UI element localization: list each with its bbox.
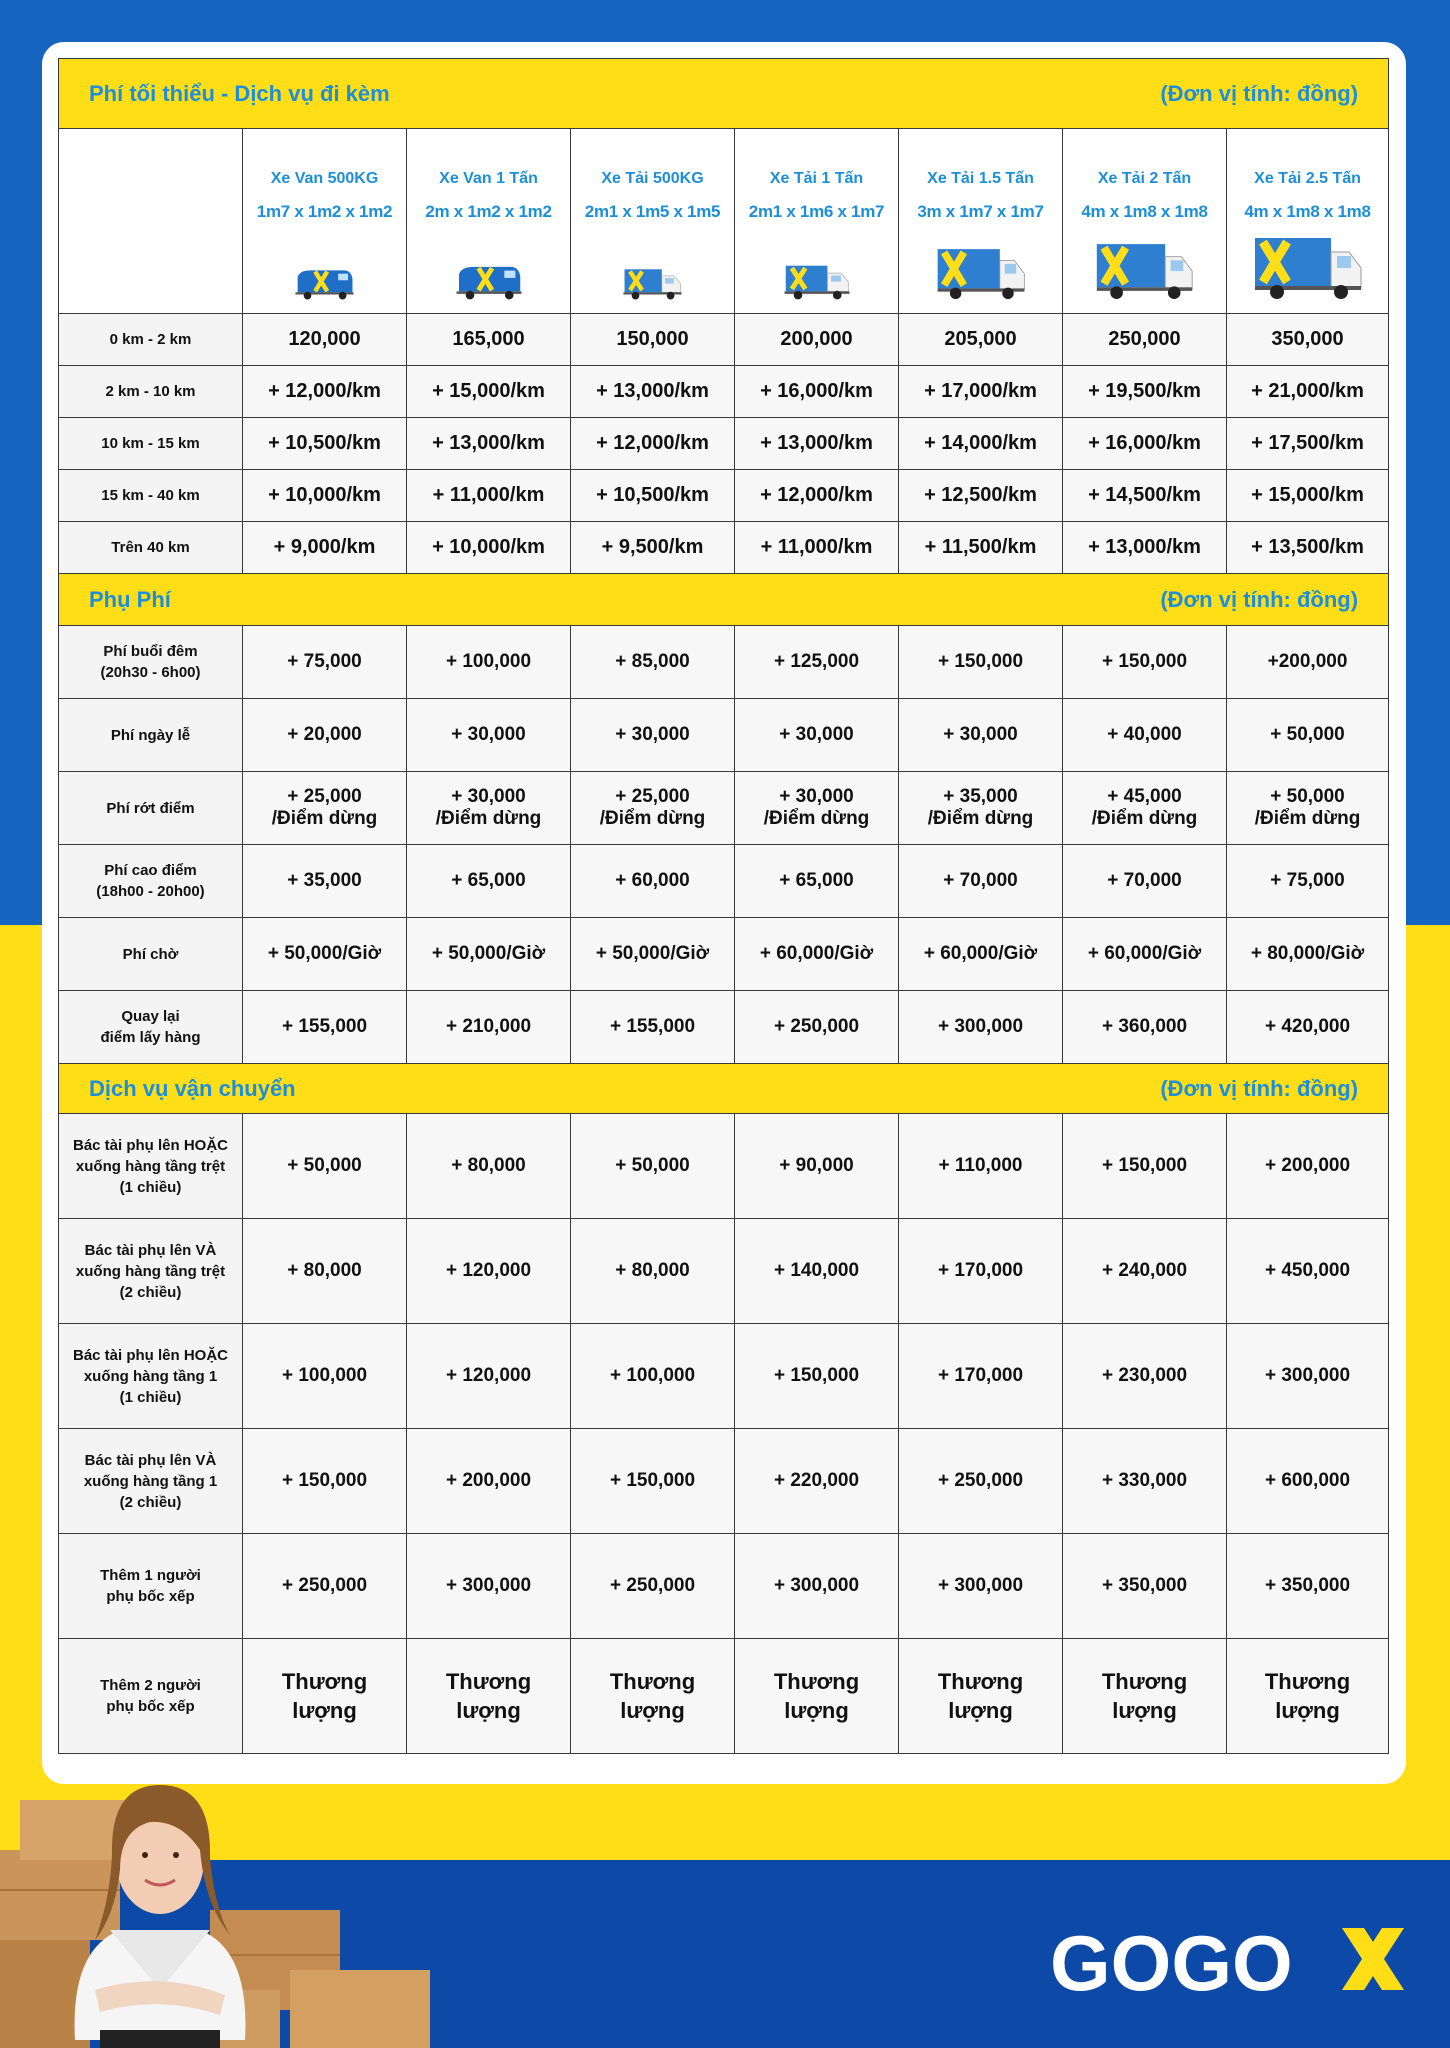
surcharge-price: + 155,000 [281,1016,368,1037]
surcharge-price-unit: /Điểm dừng [1254,808,1361,829]
surcharge-label-cell [59,918,243,991]
surcharge-price-cell [1227,699,1389,772]
vehicle-name: Xe Van 500KG [270,170,379,187]
service-price-cell: + 300,000 [407,1534,571,1639]
distance-label: 10 km - 15 km [59,418,243,470]
surcharge-price-cell [899,699,1063,772]
surcharge-price: + 125,000 [773,651,860,672]
surcharge-label: Phí cao điểm [104,862,197,879]
vehicle-header-cell [735,129,899,314]
surcharge-price-cell [407,772,571,845]
distance-label: Trên 40 km [59,522,243,574]
service-label-cell [59,1534,243,1639]
service-price-cell: Thương lượng [899,1639,1063,1754]
surcharge-price-cell [571,918,735,991]
surcharge-price-cell [899,845,1063,918]
vehicle-small-truck-icon [622,266,683,300]
vehicle-box-truck-icon [936,249,1026,300]
section-unit-note: (Đơn vị tính: đồng) [1160,586,1359,612]
service-price-cell: + 150,000 [735,1324,899,1429]
surcharge-row [59,699,1389,772]
vehicle-box-truck-icon [1253,238,1363,300]
distance-price-cell: + 10,000/km [243,470,407,522]
service-price-cell: + 250,000 [571,1534,735,1639]
distance-price-cell: + 19,500/km [1063,366,1227,418]
vehicle-header-cell [899,129,1063,314]
surcharge-price-cell [1063,699,1227,772]
vehicle-dimensions: 4m x 1m8 x 1m8 [1081,202,1208,221]
surcharge-price-cell [735,991,899,1064]
service-price-cell: + 80,000 [243,1219,407,1324]
service-label-line: Bác tài phụ lên HOẶC [72,1346,229,1364]
service-label-cell [59,1639,243,1754]
surcharge-price-cell [407,991,571,1064]
vehicle-name: Xe Tải 500KG [601,170,704,187]
vehicle-box-truck-icon [1095,244,1194,300]
surcharge-price: + 65,000 [451,870,526,891]
surcharge-price: + 60,000 [615,870,690,891]
surcharge-price: + 70,000 [943,870,1018,891]
surcharge-price: + 150,000 [937,651,1024,672]
service-price-cell: + 170,000 [899,1324,1063,1429]
distance-row [59,522,1389,574]
distance-price-cell: + 21,000/km [1227,366,1389,418]
surcharge-price: + 210,000 [445,1016,532,1037]
service-price-cell: + 220,000 [735,1429,899,1534]
service-price-cell: + 450,000 [1227,1219,1389,1324]
service-row [59,1324,1389,1429]
section-title: Dịch vụ vận chuyển [89,1075,296,1101]
distance-price-cell: + 17,000/km [899,366,1063,418]
service-label-line: phụ bốc xếp [106,1698,195,1715]
surcharge-label-cell [59,772,243,845]
surcharge-price: + 60,000/Giờ [759,943,874,964]
service-price-cell: + 120,000 [407,1219,571,1324]
distance-price-cell: + 9,000/km [243,522,407,574]
surcharge-price: + 30,000 [451,724,526,745]
distance-price-cell: + 13,000/km [571,366,735,418]
surcharge-price: + 80,000/Giờ [1250,943,1365,964]
vehicle-dimensions: 2m1 x 1m5 x 1m5 [584,202,721,221]
surcharge-price-cell [407,699,571,772]
price-table [58,58,1389,1754]
distance-row [59,314,1389,366]
surcharge-price: + 75,000 [287,651,362,672]
service-label-line: Thêm 1 người [100,1567,201,1584]
service-price-cell: + 90,000 [735,1114,899,1219]
distance-price-cell: + 12,500/km [899,470,1063,522]
vehicle-header-cell [243,129,407,314]
surcharge-price-unit: /Điểm dừng [271,808,378,829]
surcharge-row [59,991,1389,1064]
surcharge-price-cell [571,699,735,772]
surcharge-price: + 30,000 [943,724,1018,745]
surcharge-price-cell [1227,772,1389,845]
surcharge-price-cell [1063,626,1227,699]
surcharge-price: + 420,000 [1264,1016,1351,1037]
surcharge-price-cell [899,991,1063,1064]
service-row [59,1114,1389,1219]
distance-price-cell: 165,000 [407,314,571,366]
surcharge-price: + 35,000 [287,870,362,891]
service-label-line: phụ bốc xếp [106,1588,195,1605]
surcharge-row [59,918,1389,991]
surcharge-price: + 20,000 [287,724,362,745]
surcharge-label: Phí rớt điểm [106,799,195,817]
distance-price-cell: + 11,000/km [735,522,899,574]
service-price-cell: Thương lượng [735,1639,899,1754]
surcharge-price: + 30,000 [615,724,690,745]
service-price-cell: + 240,000 [1063,1219,1227,1324]
surcharge-price: + 30,000 [451,786,526,807]
vehicle-name: Xe Van 1 Tấn [439,170,538,187]
distance-label: 0 km - 2 km [59,314,243,366]
surcharge-price: + 25,000 [615,786,690,807]
surcharge-price: + 70,000 [1107,870,1182,891]
logo-wordmark: GOGO [1050,1920,1293,2000]
surcharge-price-cell [243,845,407,918]
service-price-cell: + 350,000 [1063,1534,1227,1639]
surcharge-price: + 30,000 [779,724,854,745]
distance-price-cell: + 15,000/km [1227,470,1389,522]
service-label-line: Bác tài phụ lên HOẶC [72,1136,229,1154]
service-row [59,1534,1389,1639]
service-label-line: Bác tài phụ lên VÀ [84,1451,217,1469]
service-label-line: Bác tài phụ lên VÀ [84,1241,217,1259]
distance-price-cell: + 14,000/km [899,418,1063,470]
section-title: Phụ Phí [89,586,171,612]
surcharge-price-cell [899,918,1063,991]
surcharge-row [59,626,1389,699]
surcharge-price-cell [243,918,407,991]
surcharge-price: + 50,000/Giờ [595,943,710,964]
surcharge-price-unit: /Điểm dừng [927,808,1034,829]
surcharge-price-cell [243,699,407,772]
vehicle-header-cell [1063,129,1227,314]
section-title: Phí tối thiểu - Dịch vụ đi kèm [89,80,390,106]
distance-price-cell: + 15,000/km [407,366,571,418]
service-label-line: (1 chiều) [119,1388,182,1406]
surcharge-price: + 30,000 [779,786,854,807]
surcharge-price: + 360,000 [1101,1016,1188,1037]
surcharge-price-cell [243,626,407,699]
distance-price-cell: + 9,500/km [571,522,735,574]
service-price-cell: + 110,000 [899,1114,1063,1219]
service-price-cell: + 150,000 [1063,1114,1227,1219]
service-price-cell: + 120,000 [407,1324,571,1429]
service-price-cell: Thương lượng [407,1639,571,1754]
service-label-line: (2 chiều) [119,1493,182,1511]
surcharge-price-cell [735,845,899,918]
surcharge-price-cell [407,626,571,699]
service-price-cell: + 200,000 [407,1429,571,1534]
distance-price-cell: + 12,000/km [243,366,407,418]
service-price-cell: + 140,000 [735,1219,899,1324]
surcharge-price-unit: /Điểm dừng [435,808,542,829]
distance-price-cell: + 16,000/km [1063,418,1227,470]
vehicle-van-icon [455,262,523,300]
service-row [59,1219,1389,1324]
service-price-cell: + 250,000 [899,1429,1063,1534]
service-price-cell: + 170,000 [899,1219,1063,1324]
surcharge-price-cell [899,772,1063,845]
distance-label: 2 km - 10 km [59,366,243,418]
surcharge-row [59,772,1389,845]
surcharge-price: + 25,000 [287,786,362,807]
surcharge-price: + 85,000 [615,651,690,672]
section-unit-note: (Đơn vị tính: đồng) [1160,80,1359,106]
service-label-cell [59,1114,243,1219]
surcharge-price-cell [1227,626,1389,699]
surcharge-price-unit: /Điểm dừng [1091,808,1198,829]
vehicle-header-cell [407,129,571,314]
service-price-cell: + 80,000 [571,1219,735,1324]
distance-price-cell: + 17,500/km [1227,418,1389,470]
surcharge-price: + 35,000 [943,786,1018,807]
service-label-line: xuống hàng tầng trệt [75,1157,226,1175]
distance-price-cell: 150,000 [571,314,735,366]
distance-price-cell: 200,000 [735,314,899,366]
service-price-cell: + 100,000 [571,1324,735,1429]
distance-price-cell: + 12,000/km [571,418,735,470]
service-price-cell: + 300,000 [1227,1324,1389,1429]
surcharge-label-detail: (20h30 - 6h00) [100,664,201,681]
service-row [59,1639,1389,1754]
distance-price-cell: + 12,000/km [735,470,899,522]
distance-label: 15 km - 40 km [59,470,243,522]
distance-price-cell: + 10,000/km [407,522,571,574]
service-price-cell: + 200,000 [1227,1114,1389,1219]
vehicle-name: Xe Tải 2 Tấn [1097,170,1192,187]
service-price-cell: Thương lượng [1063,1639,1227,1754]
service-price-cell: + 300,000 [899,1534,1063,1639]
surcharge-price-unit: /Điểm dừng [763,808,870,829]
surcharge-label: Phí chờ [122,945,179,963]
gogox-logo [1050,1920,1410,2000]
surcharge-label: Phí buổi đêm [103,643,198,660]
vehicle-dimensions: 1m7 x 1m2 x 1m2 [256,202,393,221]
surcharge-price: + 50,000 [1270,786,1345,807]
service-label-line: xuống hàng tầng trệt [75,1262,226,1280]
service-price-cell: + 80,000 [407,1114,571,1219]
service-label-line: xuống hàng tầng 1 [83,1472,218,1490]
surcharge-price-cell [571,991,735,1064]
logo-x-mark [1342,1928,1404,1990]
surcharge-price: + 50,000/Giờ [267,943,382,964]
vehicle-header-row [59,129,1389,314]
surcharge-price: + 40,000 [1107,724,1182,745]
surcharge-price: + 50,000 [1270,724,1345,745]
surcharge-row [59,845,1389,918]
distance-price-cell: 205,000 [899,314,1063,366]
surcharge-price: + 65,000 [779,870,854,891]
service-price-cell: + 230,000 [1063,1324,1227,1429]
surcharge-price: + 150,000 [1101,651,1188,672]
vehicle-dimensions: 2m1 x 1m6 x 1m7 [748,202,885,221]
surcharge-price-cell [407,845,571,918]
vehicle-dimensions: 3m x 1m7 x 1m7 [917,202,1044,221]
surcharge-price-cell [407,918,571,991]
surcharge-price-cell [735,918,899,991]
vehicle-name: Xe Tải 2.5 Tấn [1254,170,1361,187]
surcharge-price: + 50,000/Giờ [431,943,546,964]
section-header-surcharge [59,574,1389,626]
vehicle-small-truck-icon [783,262,851,300]
surcharge-price-cell [1063,991,1227,1064]
vehicle-dimensions: 2m x 1m2 x 1m2 [425,202,552,221]
distance-price-cell: + 13,000/km [1063,522,1227,574]
service-price-cell: + 100,000 [243,1324,407,1429]
surcharge-price: + 75,000 [1270,870,1345,891]
surcharge-price-cell [1227,845,1389,918]
surcharge-price-cell [1227,991,1389,1064]
vehicle-header-cell [571,129,735,314]
service-row [59,1429,1389,1534]
surcharge-label: Quay lại [121,1008,180,1025]
distance-price-cell: + 11,500/km [899,522,1063,574]
surcharge-price-cell [1063,845,1227,918]
surcharge-label-detail: (18h00 - 20h00) [96,883,205,900]
distance-price-cell: 120,000 [243,314,407,366]
surcharge-price-cell [571,845,735,918]
surcharge-price: + 300,000 [937,1016,1024,1037]
service-label-line: (2 chiều) [119,1283,182,1301]
distance-price-cell: 350,000 [1227,314,1389,366]
surcharge-price-cell [735,772,899,845]
service-price-cell: + 330,000 [1063,1429,1227,1534]
distance-price-cell: + 13,000/km [735,418,899,470]
service-label-cell [59,1324,243,1429]
distance-price-cell: + 13,500/km [1227,522,1389,574]
section-header-service [59,1064,1389,1114]
surcharge-price: + 60,000/Giờ [1087,943,1202,964]
surcharge-price-cell [1063,772,1227,845]
vehicle-dimensions: 4m x 1m8 x 1m8 [1244,202,1371,221]
vehicle-name: Xe Tải 1 Tấn [769,170,864,187]
distance-row [59,470,1389,522]
distance-price-cell: + 10,500/km [571,470,735,522]
service-label-cell [59,1219,243,1324]
surcharge-price: + 155,000 [609,1016,696,1037]
vehicle-header-cell [1227,129,1389,314]
surcharge-price-cell [735,699,899,772]
service-label-line: (1 chiều) [119,1178,182,1196]
surcharge-label-cell [59,699,243,772]
section-header-minimum [59,59,1389,129]
service-price-cell: + 600,000 [1227,1429,1389,1534]
surcharge-label-cell [59,626,243,699]
distance-row [59,366,1389,418]
surcharge-price: + 100,000 [445,651,532,672]
surcharge-price: +200,000 [1267,651,1348,672]
service-price-cell: + 150,000 [243,1429,407,1534]
section-unit-note: (Đơn vị tính: đồng) [1160,1075,1359,1101]
service-price-cell: + 50,000 [243,1114,407,1219]
surcharge-price-cell [899,626,1063,699]
surcharge-label-cell [59,991,243,1064]
distance-price-cell: + 16,000/km [735,366,899,418]
service-price-cell: + 250,000 [243,1534,407,1639]
surcharge-price-unit: /Điểm dừng [599,808,706,829]
vehicle-name: Xe Tải 1.5 Tấn [927,170,1034,187]
surcharge-price-cell [571,626,735,699]
service-price-cell: + 350,000 [1227,1534,1389,1639]
surcharge-label-cell [59,845,243,918]
vehicle-van-icon [294,266,355,300]
surcharge-price-cell [243,772,407,845]
header-corner-cell [59,129,243,314]
surcharge-price-cell [571,772,735,845]
spokesperson-illustration [0,1740,430,2048]
surcharge-price-cell [1227,918,1389,991]
distance-price-cell: + 11,000/km [407,470,571,522]
service-price-cell: Thương lượng [571,1639,735,1754]
surcharge-price-cell [735,626,899,699]
service-price-cell: + 50,000 [571,1114,735,1219]
service-label-cell [59,1429,243,1534]
distance-price-cell: + 14,500/km [1063,470,1227,522]
surcharge-label: Phí ngày lễ [110,726,191,744]
distance-price-cell: + 10,500/km [243,418,407,470]
service-label-line: Thêm 2 người [100,1677,201,1694]
distance-row [59,418,1389,470]
service-label-line: xuống hàng tầng 1 [83,1367,218,1385]
service-price-cell: Thương lượng [243,1639,407,1754]
surcharge-price: + 60,000/Giờ [923,943,1038,964]
service-price-cell: + 300,000 [735,1534,899,1639]
surcharge-price-cell [243,991,407,1064]
service-price-cell: Thương lượng [1227,1639,1389,1754]
surcharge-label-detail: điểm lấy hàng [100,1029,201,1046]
service-price-cell: + 150,000 [571,1429,735,1534]
surcharge-price-cell [1063,918,1227,991]
distance-price-cell: 250,000 [1063,314,1227,366]
surcharge-price: + 250,000 [773,1016,860,1037]
surcharge-price: + 45,000 [1107,786,1182,807]
distance-price-cell: + 13,000/km [407,418,571,470]
